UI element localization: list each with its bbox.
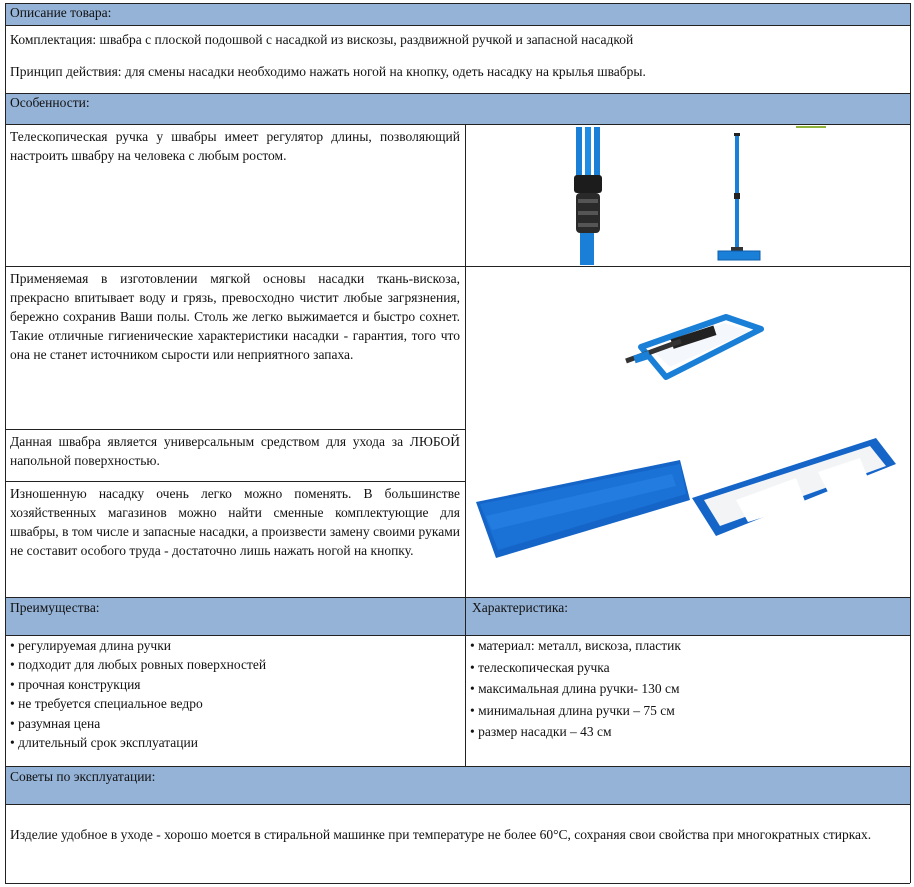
blue-pad-icon <box>476 460 690 558</box>
features-header-bg <box>5 93 910 124</box>
description-header-bg <box>5 3 910 25</box>
list-item: • разумная цена <box>10 715 101 731</box>
principle-text: Принцип действия: для смены насадки необходимо нажать ногой на кнопку, одеть насадку на крылья швабры. <box>10 64 646 79</box>
advantages-header: Преимущества: <box>10 600 100 615</box>
list-item: • телескопическая ручка <box>470 659 610 675</box>
full-mop-icon <box>718 133 760 260</box>
feature-telescopic-handle: Телескопическая ручка у швабры имеет регулятор длины, позволяющий настроить швабру на человека с любым ростом. <box>10 129 460 163</box>
tips-text: Изделие удобное в уходе - хорошо моется в стиральной машинке при температуре не более 60°С, сохраняя свои свойства при многократных стирках. <box>10 827 872 842</box>
list-item: • минимальная длина ручки – 75 см <box>470 702 675 718</box>
mop-frame-icon <box>626 317 761 377</box>
list-item: • длительный срок эксплуатации <box>10 735 198 751</box>
list-item: • максимальная длина ручки- 130 см <box>470 681 680 697</box>
characteristics-list <box>470 635 905 743</box>
mop-pads-image <box>466 430 910 597</box>
handle-closeup-icon <box>574 127 602 265</box>
characteristics-header: Характеристика: <box>472 600 568 615</box>
kit-text: Комплектация: швабра с плоской подошвой с насадкой из вискозы, раздвижной ручкой и запасной насадкой <box>10 32 634 47</box>
list-item: • прочная конструкция <box>10 676 141 692</box>
tips-header: Советы по эксплуатации: <box>10 769 156 784</box>
list-item: • подходит для любых ровных поверхностей <box>10 657 267 673</box>
feature-replace-pad: Изношенную насадку очень легко можно поменять. В большинстве хозяйственных магазинов можно найти сменные комплектующие для швабры, в том числе и запасные насадки, а произвести замену своими руками не составит особого труда - достаточно лишь нажать ногой на кнопку. <box>10 486 460 558</box>
telescopic-handle-image <box>466 125 910 266</box>
features-header: Особенности: <box>10 95 90 110</box>
feature-viscose: Применяемая в изготовлении мягкой основы насадки ткань-вискоза, прекрасно впитывает воду и грязь, превосходно чистит любые загрязнения, бережно сохранив Ваши полы. Столь же легко выжимается и быстро сохнет. Такие отличные гигиенические характеристики насадки - гарантия, того что она не станет источником сырости или неприятного запаха. <box>10 271 460 362</box>
list-item: • не требуется специальное ведро <box>10 696 203 712</box>
advantages-list <box>10 636 460 752</box>
white-pad-icon <box>692 438 896 536</box>
list-item: • материал: металл, вискоза, пластик <box>470 638 681 653</box>
mop-frame-image <box>466 267 910 429</box>
description-header: Описание товара: <box>10 5 112 20</box>
advantages-header-bg <box>5 597 910 635</box>
list-item: • регулируемая длина ручки <box>10 638 171 653</box>
feature-universal: Данная швабра является универсальным средством для ухода за ЛЮБОЙ напольной поверхностью. <box>10 434 460 468</box>
list-item: • размер насадки – 43 см <box>470 724 612 740</box>
